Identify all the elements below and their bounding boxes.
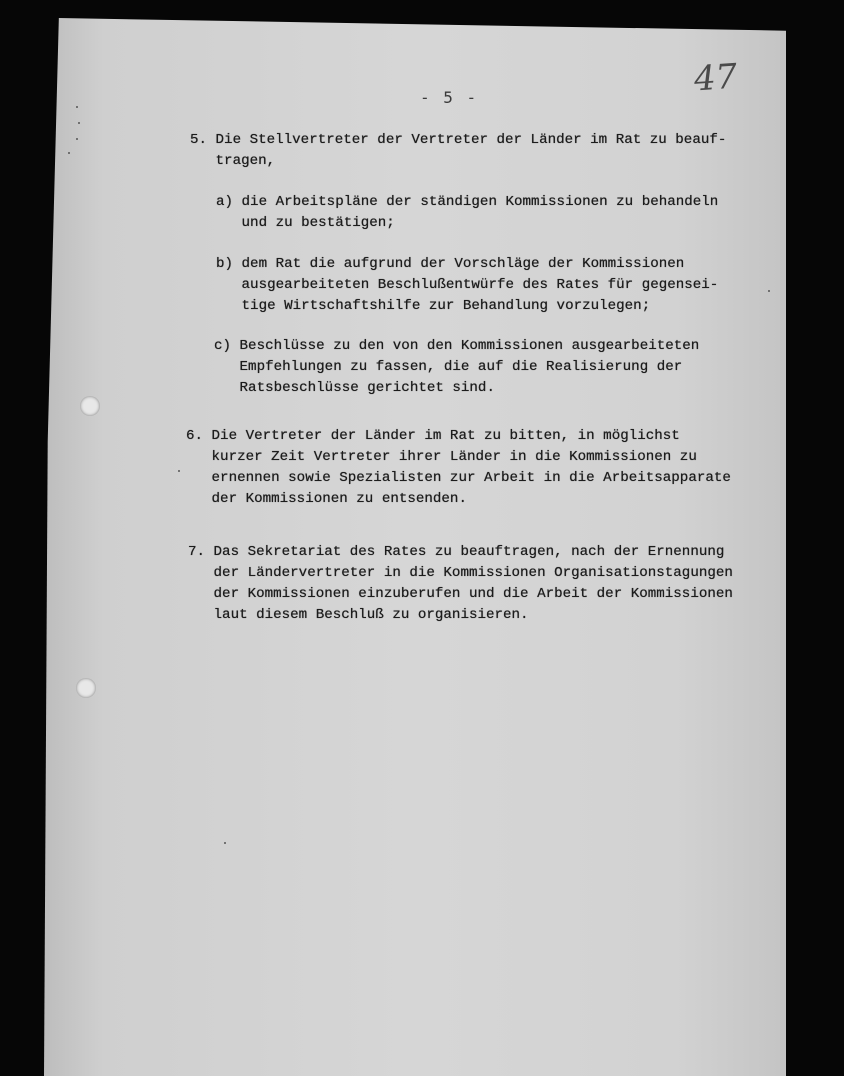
item-7-text: 7. Das Sekretariat des Rates zu beauftragen, nach der Ernennung der Ländervertreter in die Kommissionen Organisationstagungen der Kommissionen einzuberufen und die Arbeit der Kommissionen laut diesem Beschluß zu organisieren. <box>188 544 733 623</box>
speck <box>68 152 70 154</box>
handwritten-page-number: 47 <box>692 56 739 100</box>
item-5b-text: b) dem Rat die aufgrund der Vorschläge der Kommissionen ausgearbeiteten Beschlußentwürfe des Rates für gegensei- tige Wirtschaftshilfe zur Behandlung vorzulegen; <box>216 256 719 314</box>
punch-hole-top <box>80 396 100 416</box>
speck <box>76 106 78 108</box>
item-5-text: 5. Die Stellvertreter der Vertreter der Länder im Rat zu beauf- tragen, <box>190 132 727 169</box>
item-5c-text: c) Beschlüsse zu den von den Kommissionen ausgearbeiteten Empfehlungen zu fassen, die auf die Realisierung der Ratsbeschlüsse gerichtet sind. <box>214 338 700 396</box>
speck <box>178 470 180 472</box>
punch-hole-bottom <box>76 678 96 698</box>
speck <box>76 138 78 140</box>
speck <box>224 842 226 844</box>
speck <box>78 122 80 124</box>
speck <box>768 290 770 292</box>
item-5a-text: a) die Arbeitspläne der ständigen Kommissionen zu behandeln und zu bestätigen; <box>216 194 719 231</box>
page-number: - 5 - <box>420 88 479 107</box>
item-6-text: 6. Die Vertreter der Länder im Rat zu bitten, in möglichst kurzer Zeit Vertreter ihrer Länder in die Kommissionen zu ernennen sowie Spezialisten zur Arbeit in die Arbeitsapparate der Kommissionen zu entsenden. <box>186 428 731 507</box>
